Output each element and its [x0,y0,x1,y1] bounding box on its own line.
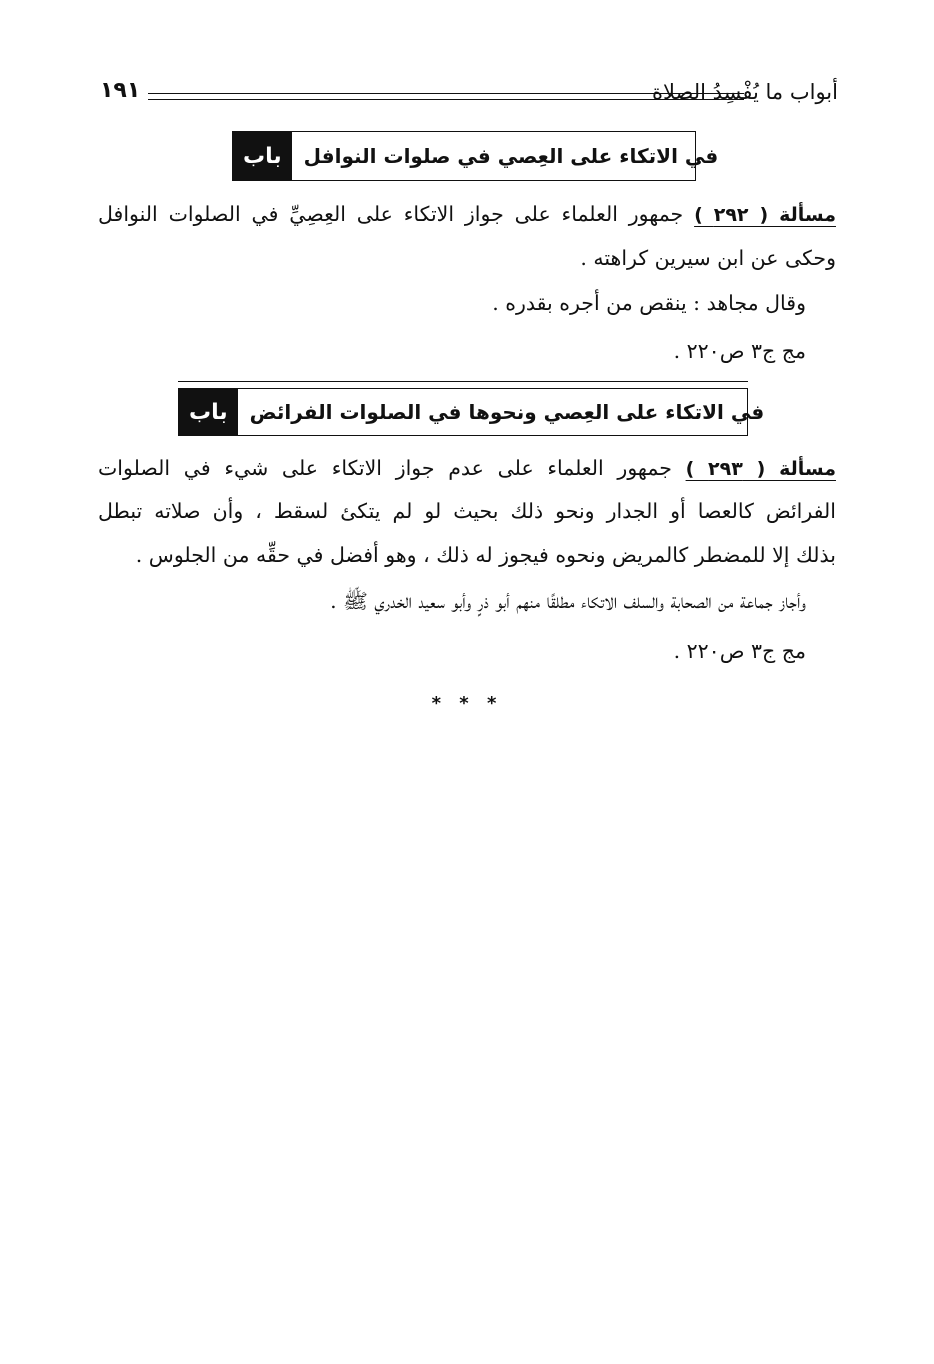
chapter-heading-faraid [178,388,765,436]
chapter-title: في الاتكاء على العِصي ونحوها في الصلوات الفرائض [249,400,765,424]
source-reference: مج ج٣ ص٢٢٠ . [673,639,806,663]
section-separator: * * * [431,693,503,714]
heading-rule [178,381,748,382]
header-rule [148,93,744,100]
paragraph-line: الفرائض كالعصا أو الجدار ونحو ذلك بحيث لو لم يتكئ لسقط ، وأن صلاته تبطل [98,499,836,523]
paragraph-line: وأجاز جماعة من الصحابة والسلف الاتكاء مطلقًا منهم أبو ذرٍ وأبو سعيد الخدري ﷺ . [330,589,806,613]
paragraph-line: وقال مجاهد : ينقص من أجره بقدره . [492,291,806,315]
paragraph-text: جمهور العلماء على جواز الاتكاء على العِصِيِّ في الصلوات النوافل [98,202,684,226]
page-header [96,78,838,112]
bab-label: باب [233,132,292,180]
source-reference: مج ج٣ ص٢٢٠ . [673,339,806,363]
paragraph-line [98,458,836,479]
issue-number: مسألة ( ٢٩٣ ) [685,458,836,480]
bab-label: باب [179,389,238,435]
paragraph-text: جمهور العلماء على عدم جواز الاتكاء على شيء في الصلوات [98,456,672,480]
paragraph-line [98,204,836,225]
page-number: ١٩١ [100,78,141,103]
issue-number: مسألة ( ٢٩٢ ) [694,204,836,226]
running-title: أبواب ما يُفْسِدُ الصلاة [651,80,838,104]
chapter-title: في الاتكاء على العِصي في صلوات النوافل [303,144,719,168]
paragraph-line: بذلك إلا للمضطر كالمريض ونحوه فيجوز له ذلك ، وهو أفضل في حقِّه من الجلوس . [135,543,836,567]
chapter-heading-nawafil [232,131,719,181]
paragraph-line: وحكى عن ابن سيرين كراهته . [580,246,836,270]
